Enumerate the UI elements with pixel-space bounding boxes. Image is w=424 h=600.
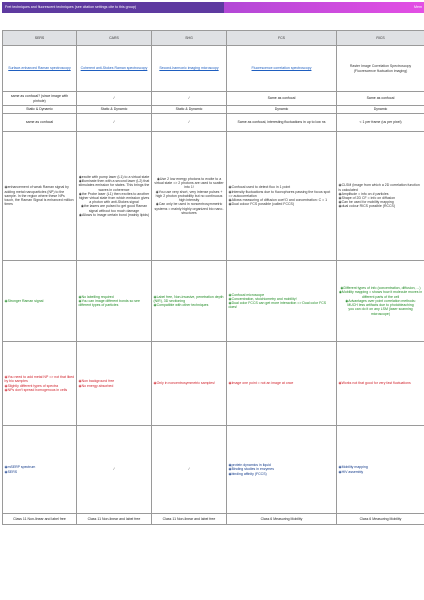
setup-row — [3, 92, 424, 106]
advantage-fcs: ◉Confocal microscope ◉Concentration, stoichiometry and mobility! ◉Dual color FCCS can get more interaction => Dual color FCS does! — [227, 261, 337, 342]
principle-sers: ◉enhancement of weak Raman signal by adding metal nanoparticles (NP) to the sample. In the region where these NPs touch, the Raman Signal is enhanced million times — [3, 132, 77, 261]
column-header-row — [3, 31, 424, 46]
resolution-fcs: Same as confocal, interesting fluctuations in up to low ns — [227, 114, 337, 132]
resolution-sers: same as confocal — [3, 114, 77, 132]
column-header-sers: SERS — [3, 31, 77, 46]
application-shg: / — [152, 426, 227, 514]
technique-name-row — [3, 46, 424, 92]
disadvantage-cars: ◉Non background free ◉No energy absorbed — [77, 342, 152, 426]
class-shg: Class 11 Non-linear and label free — [152, 514, 227, 525]
mode-cars: Static & Dynamic — [77, 106, 152, 114]
technique-link-shg[interactable]: Second-harmonic imaging microscopy — [159, 66, 219, 71]
mode-row — [3, 106, 424, 114]
banner-right-text: Mem — [224, 2, 424, 13]
principle-shg: ◉Use 2 low energy photons to excite to a virtual state => 2 photons are used to scatter into 1! ◉You use very short, very intense pulses + high 2 photon probability but no continuous high intensity ◉Can only be used in noncentrosymmetric systems = mainly highly organized bio nano-structures — [152, 132, 227, 261]
class-sers: Class 11 Non-linear and label free — [3, 514, 77, 525]
technique-name-rics: Raster Image Correlation Spectroscopy (Fluorescence fluctuation imaging) — [349, 64, 412, 73]
advantage-shg: ◉Label free, Non-invasive, penetration depth (NIR), 3D sectioning ◉Compatible with other techniques — [152, 261, 227, 342]
application-sers: ◉mSERP spectrum ◉SERS — [3, 426, 77, 514]
application-fcs: ◉protein dynamics in liquid ◉Binding studies in enzymes ◉binding affinity (FCCS) — [227, 426, 337, 514]
applications-row — [3, 426, 424, 514]
technique-link-sers[interactable]: Surface-enhanced Raman spectroscopy — [8, 66, 71, 71]
mode-rics: Dynamic — [337, 106, 424, 114]
principle-row — [3, 132, 424, 261]
banner-left-text: Fret techniques and fluorescent techniques (see citation settings cite to this group) — [2, 2, 224, 13]
principle-fcs: ◉Confocal used to detect fluo in 1 point ◉Intensity fluctuations due to fluorophores passing the focus spot => autocorrelation ◉Allows measuring of diffusion coef D and concentration: C = 1 ◉Dual colour FCS possible (called FCCS) — [227, 132, 337, 261]
column-header-rics: RICS — [337, 31, 424, 46]
class-row — [3, 514, 424, 525]
principle-rics: ◉CLSM (image from which a 2D correlation function is calculated ◉Amplitude = info on # particles ◉Shape of 2D CF = info on diffusion ◉Can be used for mobility mapping ◉dual colour RICS possible (RCCS) — [337, 132, 424, 261]
header-banner — [2, 2, 424, 13]
column-header-fcs: FCS — [227, 31, 337, 46]
disadvantage-fcs: ◉Image one point = not an image at once — [227, 342, 337, 426]
resolution-row — [3, 114, 424, 132]
resolution-cars: / — [77, 114, 152, 132]
comparison-table — [2, 30, 424, 525]
advantages-row — [3, 261, 424, 342]
advantage-sers: ◉Stronger Raman signal — [3, 261, 77, 342]
disadvantage-sers: ◉You need to add metal NP => not that liked by bio samples ◉Slightly different types of spectra ◉NPs don't spread homogenous in cells — [3, 342, 77, 426]
technique-link-fcs[interactable]: Fluorescence correlation spectroscopy — [251, 66, 312, 71]
class-cars: Class 11 Non-linear and label free — [77, 514, 152, 525]
application-cars: / — [77, 426, 152, 514]
setup-shg: / — [152, 92, 227, 106]
setup-fcs: Same as confocal — [227, 92, 337, 106]
column-header-cars: CARS — [77, 31, 152, 46]
disadvantage-rics: ◉Works not that good for very fast fluctuations — [337, 342, 424, 426]
mode-shg: Static & Dynamic — [152, 106, 227, 114]
class-rics: Class 6 Measuring Mobility — [337, 514, 424, 525]
technique-link-cars[interactable]: Coherent anti-Stokes Raman spectroscopy — [80, 66, 148, 71]
mode-sers: Static & Dynamic — [3, 106, 77, 114]
disadvantages-row — [3, 342, 424, 426]
resolution-shg: / — [152, 114, 227, 132]
mode-fcs: Dynamic — [227, 106, 337, 114]
disadvantage-shg: ◉Only in noncentrosymmetric samples! — [152, 342, 227, 426]
class-fcs: Class 6 Measuring Mobility — [227, 514, 337, 525]
setup-cars: / — [77, 92, 152, 106]
application-rics: ◉Mobility mapping ◉HIV assembly — [337, 426, 424, 514]
advantage-cars: ◉No labelling required ◉You can image different bonds so see different types of particles — [77, 261, 152, 342]
advantage-rics: ◉Different types of info (concentration, diffusion, ...) ◉Mobility mapping = shows how it molecule moves in different parts of the cell ◉Advantages over point correlation methods: MUCH less artifacts due to photobleaching you can do it on any LSM (laser scanning microscope) — [337, 261, 424, 342]
resolution-rics: < 1 per frame (us per pixel) — [337, 114, 424, 132]
setup-rics: Same as confocal — [337, 92, 424, 106]
column-header-shg: SHG — [152, 31, 227, 46]
principle-cars: ◉excite with pump laser (L1) to a virtual state ◉illuminate then with a second laser (L2) that stimulates emission for states. This brings the waves in coherence ◉the Probe laser (L1) then excites to another higher virtual state from which emission gives a photon with anti-Stokes signal ◉the lasers are pulsed to get good Raman signal without too much damage ◉Allows to image certain bond (mainly lipids) — [77, 132, 152, 261]
setup-sers: same as confocal? (since image with pinhole) — [3, 92, 77, 106]
